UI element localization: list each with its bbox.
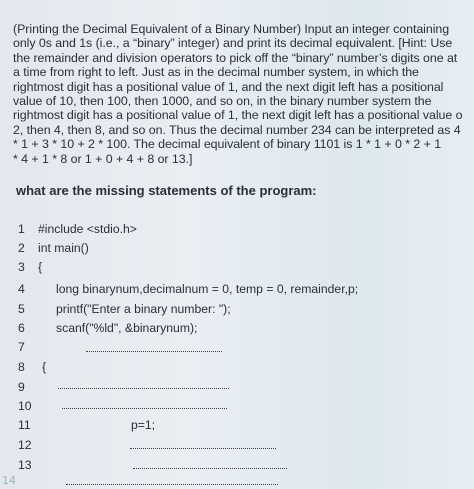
line-number: 4 xyxy=(18,282,25,296)
code-line xyxy=(18,220,137,238)
blank-line-7[interactable] xyxy=(86,351,222,352)
question-line: value of 10, then 100, then 1000, and so on, in the binary number system the xyxy=(13,93,432,108)
code-text: printf("Enter a binary number: "); xyxy=(56,302,231,316)
line-number-14-faded: 14 xyxy=(2,474,16,487)
line-number: 11 xyxy=(18,418,31,432)
code-line xyxy=(18,239,89,257)
line-number: 5 xyxy=(18,302,25,316)
line-number: 8 xyxy=(18,360,25,374)
line-number: 10 xyxy=(18,399,32,413)
line-number: 1 xyxy=(18,222,25,236)
question-text xyxy=(13,22,474,166)
line-number: 6 xyxy=(18,321,25,335)
code-line xyxy=(18,300,231,318)
code-text: { xyxy=(42,360,47,374)
code-text: long binarynum,decimalnum = 0, temp = 0, remainder,p; xyxy=(56,282,359,296)
code-line xyxy=(18,416,38,434)
line-number: 7 xyxy=(18,340,25,354)
code-line xyxy=(18,378,38,396)
line-number: 12 xyxy=(18,438,32,452)
blank-line-14[interactable] xyxy=(66,484,278,485)
code-line xyxy=(18,258,42,276)
blank-line-9[interactable] xyxy=(58,388,229,389)
question-prompt: what are the missing statements of the program: xyxy=(16,183,317,198)
code-text: int main() xyxy=(38,241,89,255)
code-line xyxy=(18,338,38,356)
question-line: * 4 + 1 * 8 or 1 + 0 + 4 + 8 or 13.] xyxy=(13,151,193,166)
code-text: p=1; xyxy=(131,418,156,432)
question-line: (Printing the Decimal Equivalent of a Binary Number) Input an integer containing xyxy=(13,22,450,36)
code-line xyxy=(18,319,197,337)
line-number: 2 xyxy=(18,241,25,255)
blank-line-10[interactable] xyxy=(62,408,227,409)
line-number: 9 xyxy=(18,380,25,394)
blank-line-12[interactable] xyxy=(130,448,276,449)
blank-line-13[interactable] xyxy=(133,468,287,469)
question-line: 2, then 4, then 8, and so on. Thus the decimal number 234 can be interpreted as 4 xyxy=(13,122,461,137)
code-line xyxy=(18,358,46,376)
code-text: #include <stdio.h> xyxy=(38,222,137,236)
code-text: scanf("%ld", &binarynum); xyxy=(56,321,198,335)
code-line xyxy=(18,397,38,415)
question-line: a time from right to left. Just as in the decimal number system, in which the xyxy=(13,65,419,80)
question-line: rightmost digit has a positional value of 1, and the next digit left has a positional xyxy=(13,79,444,94)
line-number: 3 xyxy=(18,260,25,274)
code-line xyxy=(18,280,358,298)
line-number: 13 xyxy=(18,458,32,472)
question-line: the remainder and division operators to pick off the “binary” number’s digits one at xyxy=(13,50,458,65)
code-line xyxy=(18,436,38,454)
question-line: rightmost digit has a positional value of 1, the next digit left has a positional value o xyxy=(13,108,463,123)
question-line: * 1 + 3 * 10 + 2 * 100. The decimal equivalent of binary 1101 is 1 * 1 + 0 * 2 + 1 xyxy=(13,137,442,152)
code-text: { xyxy=(38,260,43,274)
code-line xyxy=(18,456,38,474)
question-line: only 0s and 1s (i.e., a “binary” integer) and print its decimal equivalent. [Hint: Use xyxy=(13,36,453,51)
